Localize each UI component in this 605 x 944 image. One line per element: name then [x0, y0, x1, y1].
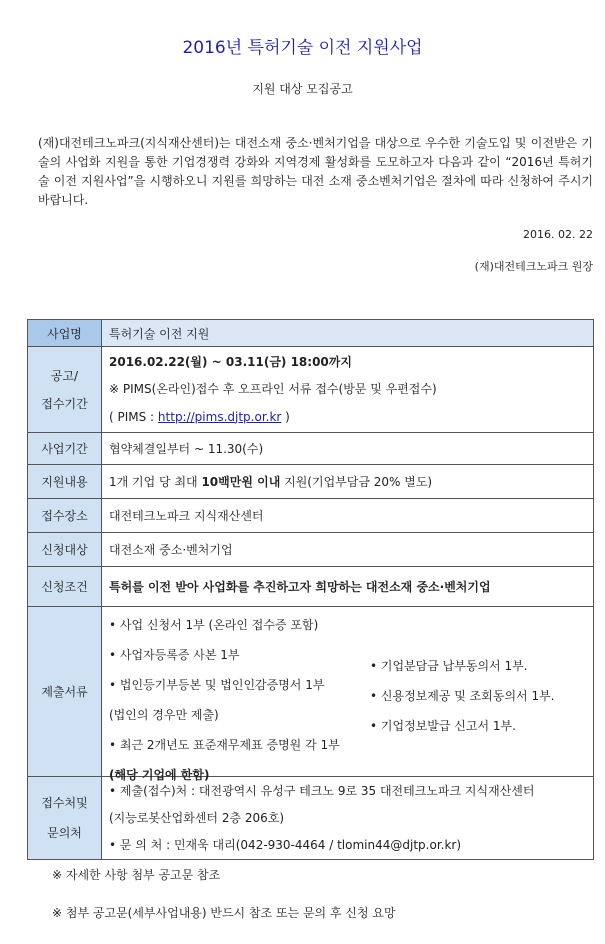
- row-venue: [28, 499, 594, 533]
- document-item: • 사업 신청서 1부 (온라인 접수증 포함): [109, 617, 319, 632]
- announcement-signer: (재)대전테크노파크 원장: [474, 260, 593, 273]
- contact-inquiry: • 문 의 처 : 민재욱 대리(042-930-4464 / tlomin44@djtp.or.kr): [109, 838, 462, 852]
- contact-address: • 제출(접수)처 : 대전광역시 유성구 테크노 9로 35 대전테크노파크 지식재산센터: [109, 784, 535, 798]
- value-project: 특허기술 이전 지원: [102, 320, 594, 347]
- document-item: • 법인등기부등본 및 법인인감증명서 1부: [109, 677, 325, 692]
- application-period: 2016.02.22(월) ~ 03.11(금) 18:00까지: [109, 354, 352, 369]
- label-condition: 신청조건: [28, 567, 102, 607]
- contact-building: (지능로봇산업화센터 2층 206호): [109, 811, 285, 825]
- page-subtitle: 지원 대상 모집공고: [252, 82, 353, 96]
- note-attachment-reference: ※ 자세한 사항 첨부 공고문 참조: [52, 868, 221, 882]
- label-contact-line2: 문의처: [47, 826, 82, 840]
- application-note: ※ PIMS(온라인)접수 후 오프라인 서류 접수(방문 및 우편접수): [109, 381, 437, 396]
- row-documents: [28, 607, 594, 777]
- value-venue: 대전테크노파크 지식재산센터: [102, 499, 594, 533]
- pims-line: [109, 404, 586, 430]
- row-project: [28, 320, 594, 347]
- documents-left-column: [109, 614, 369, 794]
- note-attachment-required: ※ 첨부 공고문(세부사업내용) 반드시 참조 또는 문의 후 신청 요망: [52, 906, 396, 920]
- document-item: • 신용정보제공 및 조회동의서 1부.: [370, 688, 555, 703]
- label-contact-line1: 접수처및: [41, 796, 88, 810]
- intro-paragraph: (재)대전테크노파크(지식재산센터)는 대전소재 중소·벤처기업을 대상으로 우수한 기술도입 및 이전받은 기술의 사업화 지원을 통한 기업경쟁력 강화와 지역경제 활성화를 도모하고자 다음과 같이 “2016년 특허기술 이전 지원사업”을 시행하오니 지원를 희망하는 대전 소재 중소벤처기업은 절차에 따라 신청하여 주시기 바랍니다.: [38, 136, 593, 207]
- label-project: 사업명: [28, 320, 102, 347]
- document-item: • 기업정보발급 신고서 1부.: [370, 718, 516, 733]
- pims-suffix: ): [281, 409, 290, 424]
- pims-link[interactable]: http://pims.djtp.or.kr: [157, 409, 282, 424]
- value-documents: [102, 607, 594, 782]
- value-condition: 특허를 이전 받아 사업화를 추진하고자 희망하는 대전소재 중소·벤처기업: [102, 567, 594, 607]
- label-application-line1: 공고/: [50, 368, 79, 383]
- label-duration: 사업기간: [28, 433, 102, 465]
- value-duration: 협약체결일부터 ~ 11.30(수): [102, 433, 594, 465]
- documents-list: [109, 610, 586, 782]
- row-application: [28, 347, 594, 433]
- documents-footnote: (해당 기업에 한함): [109, 767, 210, 782]
- label-application: [28, 347, 102, 433]
- row-target: [28, 533, 594, 567]
- label-venue: 접수장소: [28, 499, 102, 533]
- value-support: [102, 465, 594, 499]
- program-info-table: [27, 319, 594, 860]
- page-title: 2016년 특허기술 이전 지원사업: [182, 38, 423, 58]
- label-support: 지원내용: [28, 465, 102, 499]
- row-condition: [28, 567, 594, 607]
- label-contact: [28, 777, 102, 860]
- support-prefix: 1개 기업 당 최대: [109, 475, 202, 489]
- row-duration: [28, 433, 594, 465]
- document-item: (법인의 경우만 제출): [109, 707, 219, 722]
- label-application-line2: 접수기간: [41, 396, 88, 411]
- value-application: [102, 347, 594, 433]
- row-support: [28, 465, 594, 499]
- support-suffix: 지원(기업부담금 20% 별도): [280, 475, 433, 489]
- support-amount: 10백만원 이내: [201, 475, 281, 489]
- value-target: 대전소재 중소·벤처기업: [102, 533, 594, 567]
- label-target: 신청대상: [28, 533, 102, 567]
- document-item: • 기업분담금 납부동의서 1부.: [370, 658, 528, 673]
- document-item: • 최근 2개년도 표준재무제표 증명원 각 1부: [109, 737, 340, 752]
- pims-prefix: ( PIMS :: [109, 409, 158, 424]
- documents-right-column: [370, 655, 570, 745]
- document-item: • 사업자등록증 사본 1부: [109, 647, 240, 662]
- label-documents: 제출서류: [28, 607, 102, 777]
- announcement-date: 2016. 02. 22: [523, 228, 593, 241]
